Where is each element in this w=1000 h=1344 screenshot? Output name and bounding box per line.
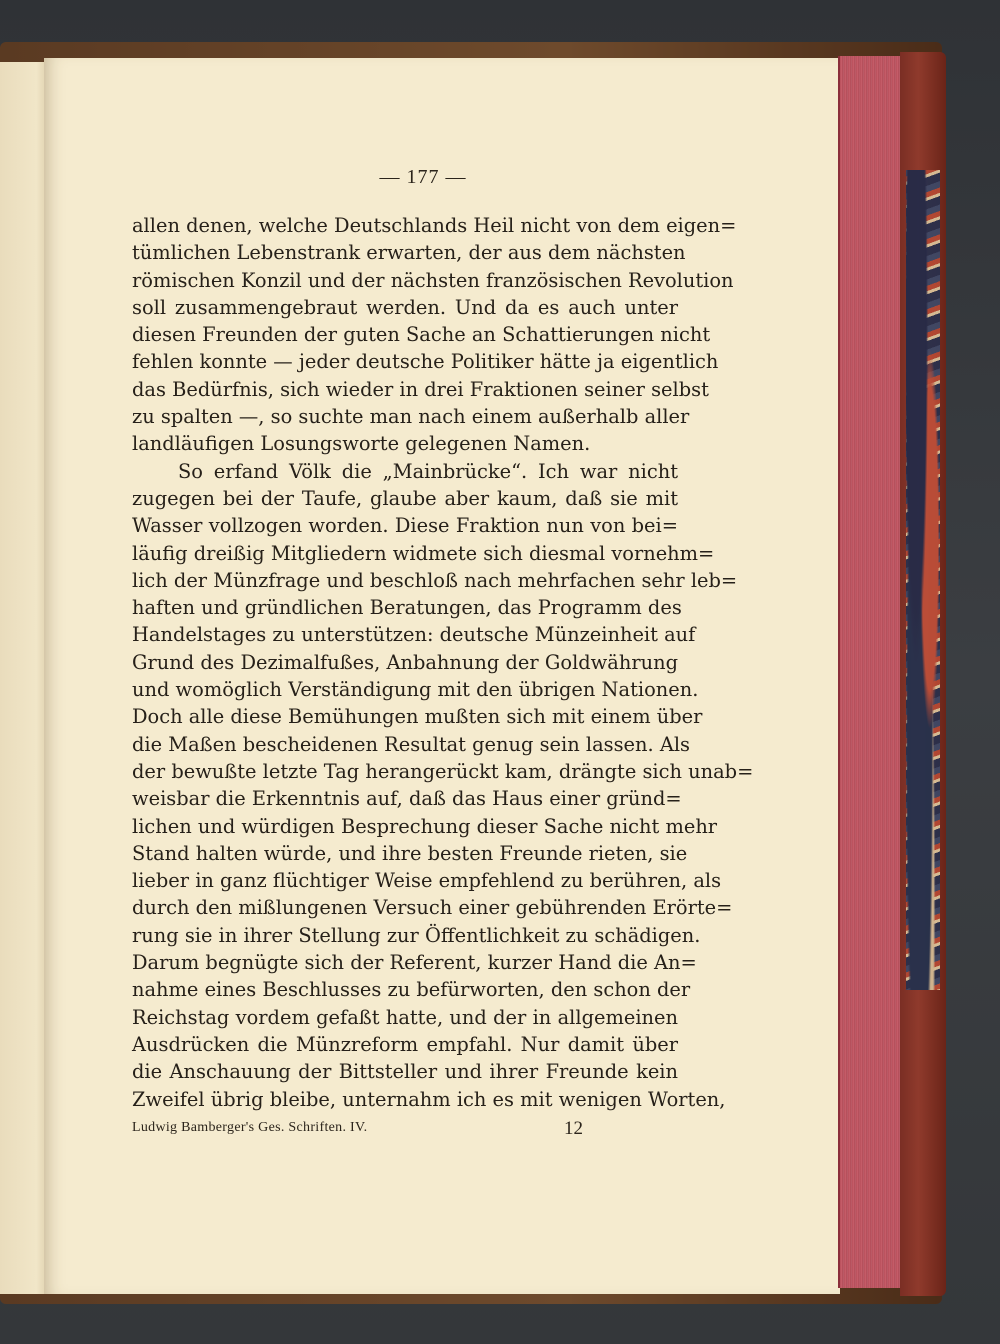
text-line: So erfand Völk die „Mainbrücke“. Ich war nicht	[178, 459, 678, 483]
page-edges	[838, 56, 902, 1288]
text-line: Doch alle diese Bemühungen mußten sich mit einem über	[132, 705, 703, 729]
text-line: soll zusammengebraut werden. Und da es auch unter	[132, 295, 678, 319]
text-line: Darum begnügte sich der Referent, kurzer Hand die An=	[132, 951, 697, 975]
text-line: die Anschauung der Bittsteller und ihrer Freunde kein	[132, 1060, 678, 1084]
text-line: Ausdrücken die Münzreform empfahl. Nur damit über	[132, 1032, 678, 1056]
text-line: allen denen, welche Deutschlands Heil nicht von dem eigen=	[132, 214, 737, 237]
sheet-number: 12	[564, 1118, 583, 1139]
text-line: zu spalten —, so suchte man nach einem außerhalb aller	[132, 405, 690, 429]
text-line: diesen Freunden der guten Sache an Schattierungen nicht	[132, 323, 711, 347]
marbled-board	[906, 170, 940, 990]
text-line: lieber in ganz flüchtiger Weise empfehlend zu berühren, als	[132, 869, 722, 893]
text-line: und womöglich Verständigung mit den übrigen Nationen.	[132, 678, 699, 702]
text-line: römischen Konzil und der nächsten französischen Revolution	[132, 268, 734, 292]
text-line: läufig dreißig Mitgliedern widmete sich diesmal vornehm=	[132, 541, 715, 565]
text-line: lichen und würdigen Besprechung dieser Sache nicht mehr	[132, 814, 718, 838]
text-line: landläufigen Losungsworte gelegenen Namen.	[132, 432, 591, 456]
text-line: der bewußte letzte Tag herangerückt kam, drängte sich unab=	[132, 759, 754, 783]
text-line: Reichstag vordem gefaßt hatte, und der in allgemeinen	[132, 1005, 678, 1029]
text-line: zugegen bei der Taufe, glaube aber kaum, daß sie mit	[132, 486, 678, 510]
text-line: rung sie in ihrer Stellung zur Öffentlichkeit zu schädigen.	[132, 923, 701, 947]
text-line: haften und gründlichen Beratungen, das Programm des	[132, 596, 682, 620]
page-number: — 177 —	[379, 166, 467, 188]
text-line: Handelstages zu unterstützen: deutsche Münzeinheit auf	[132, 623, 696, 647]
text-line: Stand halten würde, und ihre besten Freunde rieten, sie	[132, 841, 688, 865]
text-line: durch den mißlungenen Versuch einer gebührenden Erörte=	[132, 896, 733, 920]
text-line: das Bedürfnis, sich wieder in drei Fraktionen seiner selbst	[132, 377, 709, 401]
signature-line: Ludwig Bamberger's Ges. Schriften. IV.	[132, 1120, 368, 1135]
text-line: Zweifel übrig bleibe, unternahm ich es mit wenigen Worten,	[132, 1087, 726, 1111]
text-line: Wasser vollzogen worden. Diese Fraktion nun von bei=	[132, 514, 678, 538]
text-line: nahme eines Beschlusses zu befürworten, den schon der	[132, 978, 691, 1002]
text-line: tümlichen Lebenstrank erwarten, der aus dem nächsten	[132, 241, 686, 265]
text-line: die Maßen bescheidenen Resultat genug sein lassen. Als	[132, 732, 690, 756]
text-line: Grund des Dezimalfußes, Anbahnung der Goldwährung	[132, 650, 678, 674]
text-line: lich der Münzfrage und beschloß nach mehrfachen sehr leb=	[132, 568, 738, 592]
page-footer	[132, 1116, 678, 1142]
text-line: weisbar die Erkenntnis auf, daß das Haus einer gründ=	[132, 787, 682, 811]
body-text	[132, 212, 754, 1113]
text-line: fehlen konnte — jeder deutsche Politiker hätte ja eigentlich	[132, 350, 719, 374]
